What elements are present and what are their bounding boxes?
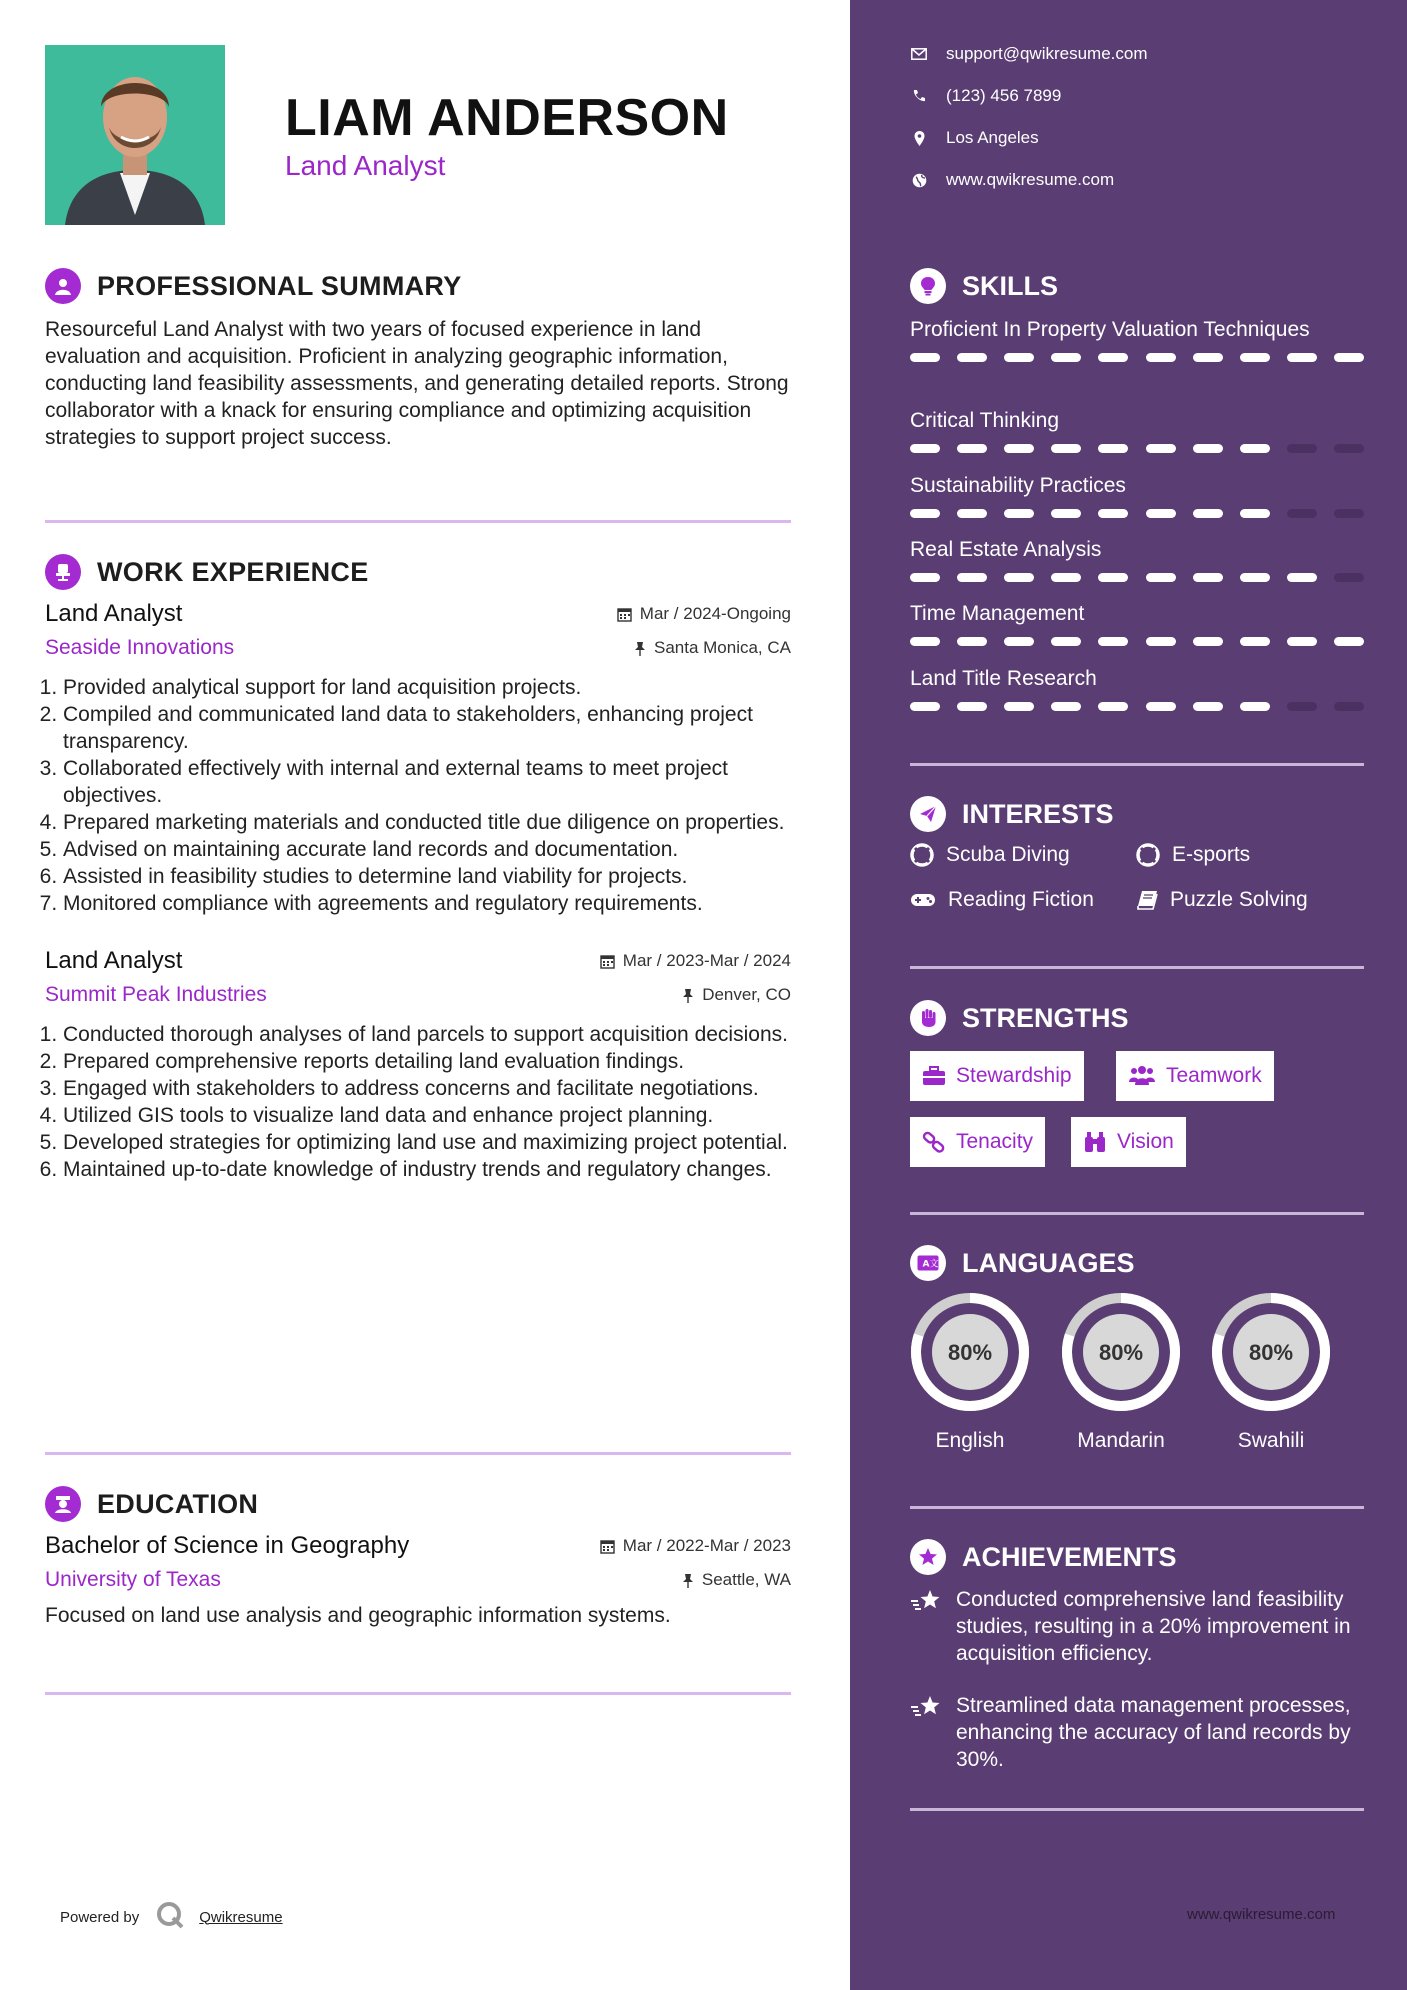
rating-dot	[1287, 702, 1317, 711]
binoculars-icon	[1083, 1131, 1107, 1153]
job-date: Mar / 2024-Ongoing	[639, 604, 791, 623]
list-item: 4. Prepared marketing materials and conducted title due diligence on properties.	[63, 809, 791, 836]
languages-section	[910, 1243, 1364, 1283]
rating-dot	[1334, 637, 1364, 646]
star-badge-icon	[910, 1539, 946, 1575]
rating-dot	[1146, 509, 1176, 518]
rating-dot	[1146, 444, 1176, 453]
skills-heading: SKILLS	[962, 270, 1059, 301]
skill-item	[910, 600, 1364, 646]
summary-heading: PROFESSIONAL SUMMARY	[97, 270, 462, 301]
rating-dot	[1098, 444, 1128, 453]
briefcase-icon	[922, 1066, 946, 1086]
footer-branding	[60, 1900, 283, 1934]
rating-dot	[957, 637, 987, 646]
rating-dot	[957, 444, 987, 453]
skill-rating	[910, 637, 1364, 646]
list-item: 5. Advised on maintaining accurate land records and documentation.	[63, 836, 791, 863]
interest-item: E-sports	[1136, 843, 1250, 867]
skill-item	[910, 316, 1364, 362]
profile-photo	[45, 45, 225, 225]
rating-dot	[1146, 353, 1176, 362]
rating-dot	[910, 573, 940, 582]
company-name: Seaside Innovations	[45, 636, 235, 659]
link-icon	[922, 1131, 946, 1153]
rating-dot	[1193, 702, 1223, 711]
skill-item	[910, 536, 1364, 582]
globe-icon	[910, 173, 928, 188]
rating-dot	[1004, 353, 1034, 362]
svg-text:文: 文	[929, 1259, 939, 1270]
rating-dot	[1146, 702, 1176, 711]
language-percent: 80%	[947, 1340, 993, 1365]
strength-tag: Tenacity	[910, 1117, 1045, 1167]
gamepad-icon	[910, 891, 936, 909]
qwikresume-logo-icon	[155, 1900, 185, 1934]
divider	[910, 1506, 1364, 1509]
list-item: 5. Developed strategies for optimizing land use and maximizing project potential.	[63, 1129, 791, 1156]
job-entry	[45, 947, 791, 1183]
rating-dot	[910, 509, 940, 518]
divider	[45, 1692, 791, 1695]
rating-dot	[1240, 573, 1270, 582]
education-section	[45, 1484, 791, 1629]
duties-list	[45, 1021, 791, 1183]
book-icon	[1136, 890, 1158, 910]
rating-dot	[1193, 637, 1223, 646]
experience-heading: WORK EXPERIENCE	[97, 556, 369, 587]
rating-dot	[910, 702, 940, 711]
rating-dot	[1240, 353, 1270, 362]
degree: Bachelor of Science in Geography	[45, 1532, 410, 1559]
skill-rating	[910, 573, 1364, 582]
calendar-icon	[617, 607, 632, 622]
rating-dot	[1193, 353, 1223, 362]
list-item: 6. Assisted in feasibility studies to determine land viability for projects.	[63, 863, 791, 890]
skill-name: Proficient In Property Valuation Techniques	[910, 318, 1310, 341]
strength-tag: Vision	[1071, 1117, 1186, 1167]
rating-dot	[1240, 702, 1270, 711]
skills-section	[910, 266, 1364, 306]
list-item: 6. Maintained up-to-date knowledge of industry trends and regulatory changes.	[63, 1156, 791, 1183]
rating-dot	[1193, 573, 1223, 582]
language-name: English	[935, 1429, 1005, 1452]
language-percent: 80%	[1248, 1340, 1294, 1365]
education-entry	[45, 1532, 791, 1629]
candidate-name: LIAM ANDERSON	[285, 89, 729, 147]
calendar-icon	[600, 1539, 615, 1554]
rating-dot	[1287, 573, 1317, 582]
skill-rating	[910, 509, 1364, 518]
svg-text:A: A	[922, 1259, 930, 1270]
rating-dot	[1098, 573, 1128, 582]
language-icon	[910, 1245, 946, 1281]
interests-heading: INTERESTS	[962, 798, 1114, 829]
rating-dot	[1004, 509, 1034, 518]
shooting-star-icon	[910, 1586, 944, 1667]
rating-dot	[1146, 573, 1176, 582]
skill-name: Land Title Research	[910, 667, 1097, 690]
divider	[45, 1452, 791, 1455]
education-date: Mar / 2022-Mar / 2023	[622, 1536, 791, 1555]
strength-tag: Stewardship	[910, 1051, 1084, 1101]
map-pin-icon	[910, 131, 928, 146]
strengths-section	[910, 998, 1364, 1038]
job-entry	[45, 600, 791, 917]
brand-link[interactable]: Qwikresume	[199, 1908, 283, 1926]
rating-dot	[1051, 444, 1081, 453]
candidate-title: Land Analyst	[285, 150, 446, 181]
rating-dot	[1051, 573, 1081, 582]
job-title: Land Analyst	[45, 947, 183, 974]
rating-dot	[1004, 637, 1034, 646]
divider	[910, 763, 1364, 766]
shooting-star-icon	[910, 1692, 944, 1773]
divider	[45, 520, 791, 523]
rating-dot	[1004, 702, 1034, 711]
achievements-heading: ACHIEVEMENTS	[962, 1541, 1177, 1572]
job-title: Land Analyst	[45, 600, 183, 627]
rating-dot	[910, 353, 940, 362]
list-item: 4. Utilized GIS tools to visualize land data and enhance project planning.	[63, 1102, 791, 1129]
rating-dot	[1287, 444, 1317, 453]
rating-dot	[1193, 444, 1223, 453]
education-location: Seattle, WA	[701, 1570, 791, 1589]
company-name: Summit Peak Industries	[45, 983, 267, 1006]
list-item: 3. Collaborated effectively with internal and external teams to meet project objectives.	[63, 755, 791, 809]
rating-dot	[1098, 353, 1128, 362]
envelope-icon	[910, 48, 928, 60]
rating-dot	[910, 637, 940, 646]
rating-dot	[1334, 702, 1364, 711]
experience-section	[45, 552, 791, 1183]
interest-item: Scuba Diving	[910, 843, 1070, 867]
languages-heading: LANGUAGES	[962, 1247, 1135, 1278]
language-item	[1211, 1292, 1331, 1453]
rating-dot	[1334, 353, 1364, 362]
interest-item: Puzzle Solving	[1136, 888, 1308, 912]
strength-tag: Teamwork	[1116, 1051, 1274, 1101]
list-item: 7. Monitored compliance with agreements and regulatory requirements.	[63, 890, 791, 917]
rating-dot	[1287, 509, 1317, 518]
job-location: Santa Monica, CA	[653, 638, 791, 657]
summary-text: Resourceful Land Analyst with two years of focused experience in land evaluation and acquisition. Proficient in analyzing geographic information, conducting land feasibility assessments, and generating detailed reports. Strong collaborator with a knack for ensuring compliance and optimizing acquisition strategies to support project success.	[45, 318, 789, 449]
education-heading: EDUCATION	[97, 1488, 259, 1519]
list-item: 1. Conducted thorough analyses of land parcels to support acquisition decisions.	[63, 1021, 791, 1048]
rating-dot	[1240, 509, 1270, 518]
job-location: Denver, CO	[702, 985, 791, 1004]
rating-dot	[957, 509, 987, 518]
lightbulb-icon	[910, 268, 946, 304]
language-name: Mandarin	[1077, 1429, 1165, 1452]
summary-section	[45, 266, 791, 451]
duties-list	[45, 674, 791, 917]
rating-dot	[1240, 444, 1270, 453]
contact-location: Los Angeles	[910, 128, 1039, 148]
list-item: 2. Compiled and communicated land data to stakeholders, enhancing project transparency.	[63, 701, 791, 755]
lifebuoy-icon	[910, 843, 934, 867]
divider	[910, 1212, 1364, 1215]
achievement-item: Streamlined data management processes, enhancing the accuracy of land records by 30%.	[910, 1692, 1364, 1773]
users-icon	[1128, 1066, 1156, 1086]
rating-dot	[1051, 702, 1081, 711]
skill-name: Real Estate Analysis	[910, 538, 1102, 561]
lifebuoy-icon	[1136, 843, 1160, 867]
contact-email[interactable]: support@qwikresume.com	[910, 44, 1148, 64]
language-item	[910, 1292, 1030, 1453]
rating-dot	[1334, 509, 1364, 518]
rating-dot	[1098, 509, 1128, 518]
calendar-icon	[600, 954, 615, 969]
pin-icon	[634, 641, 646, 656]
interest-item: Reading Fiction	[910, 888, 1094, 912]
rating-dot	[1051, 509, 1081, 518]
chair-icon	[45, 554, 81, 590]
rating-dot	[957, 353, 987, 362]
skill-name: Time Management	[910, 602, 1085, 625]
footer-website[interactable]: www.qwikresume.com	[1187, 1906, 1336, 1923]
paper-plane-icon	[910, 796, 946, 832]
rating-dot	[957, 573, 987, 582]
skill-rating	[910, 702, 1364, 711]
fist-icon	[910, 1000, 946, 1036]
rating-dot	[1051, 353, 1081, 362]
rating-dot	[1287, 353, 1317, 362]
strengths-heading: STRENGTHS	[962, 1002, 1129, 1033]
language-ring	[1211, 1292, 1331, 1412]
list-item: 1. Provided analytical support for land acquisition projects.	[63, 674, 791, 701]
language-name: Swahili	[1237, 1429, 1305, 1452]
language-ring	[910, 1292, 1030, 1412]
list-item: 2. Prepared comprehensive reports detailing land evaluation findings.	[63, 1048, 791, 1075]
job-date: Mar / 2023-Mar / 2024	[622, 951, 791, 970]
rating-dot	[1004, 444, 1034, 453]
school-name: University of Texas	[45, 1568, 221, 1591]
pin-icon	[682, 988, 694, 1003]
rating-dot	[957, 702, 987, 711]
skill-item	[910, 665, 1364, 711]
skill-rating	[910, 353, 1364, 362]
contact-website[interactable]: www.qwikresume.com	[910, 170, 1114, 190]
rating-dot	[1051, 637, 1081, 646]
achievement-item: Conducted comprehensive land feasibility studies, resulting in a 20% improvement in acquisition efficiency.	[910, 1586, 1364, 1667]
language-ring	[1061, 1292, 1181, 1412]
interests-section	[910, 794, 1364, 834]
rating-dot	[1240, 637, 1270, 646]
rating-dot	[910, 444, 940, 453]
education-description: Focused on land use analysis and geographic information systems.	[45, 1604, 671, 1627]
skill-item	[910, 407, 1364, 453]
rating-dot	[1287, 637, 1317, 646]
rating-dot	[1334, 573, 1364, 582]
phone-icon	[910, 89, 928, 103]
list-item: 3. Engaged with stakeholders to address concerns and facilitate negotiations.	[63, 1075, 791, 1102]
skill-name: Critical Thinking	[910, 409, 1059, 432]
language-item	[1061, 1292, 1181, 1453]
contact-phone[interactable]: (123) 456 7899	[910, 86, 1061, 106]
rating-dot	[1098, 702, 1128, 711]
rating-dot	[1146, 637, 1176, 646]
rating-dot	[1193, 509, 1223, 518]
pin-icon	[682, 1573, 694, 1588]
graduate-icon	[45, 1486, 81, 1522]
language-percent: 80%	[1098, 1340, 1144, 1365]
divider	[910, 1808, 1364, 1811]
rating-dot	[1334, 444, 1364, 453]
divider	[910, 966, 1364, 969]
skill-name: Sustainability Practices	[910, 474, 1126, 497]
user-icon	[45, 268, 81, 304]
rating-dot	[1098, 637, 1128, 646]
powered-by-label: Powered by	[60, 1908, 140, 1926]
skill-rating	[910, 444, 1364, 453]
skill-item	[910, 472, 1364, 518]
achievements-section	[910, 1537, 1364, 1577]
rating-dot	[1004, 573, 1034, 582]
